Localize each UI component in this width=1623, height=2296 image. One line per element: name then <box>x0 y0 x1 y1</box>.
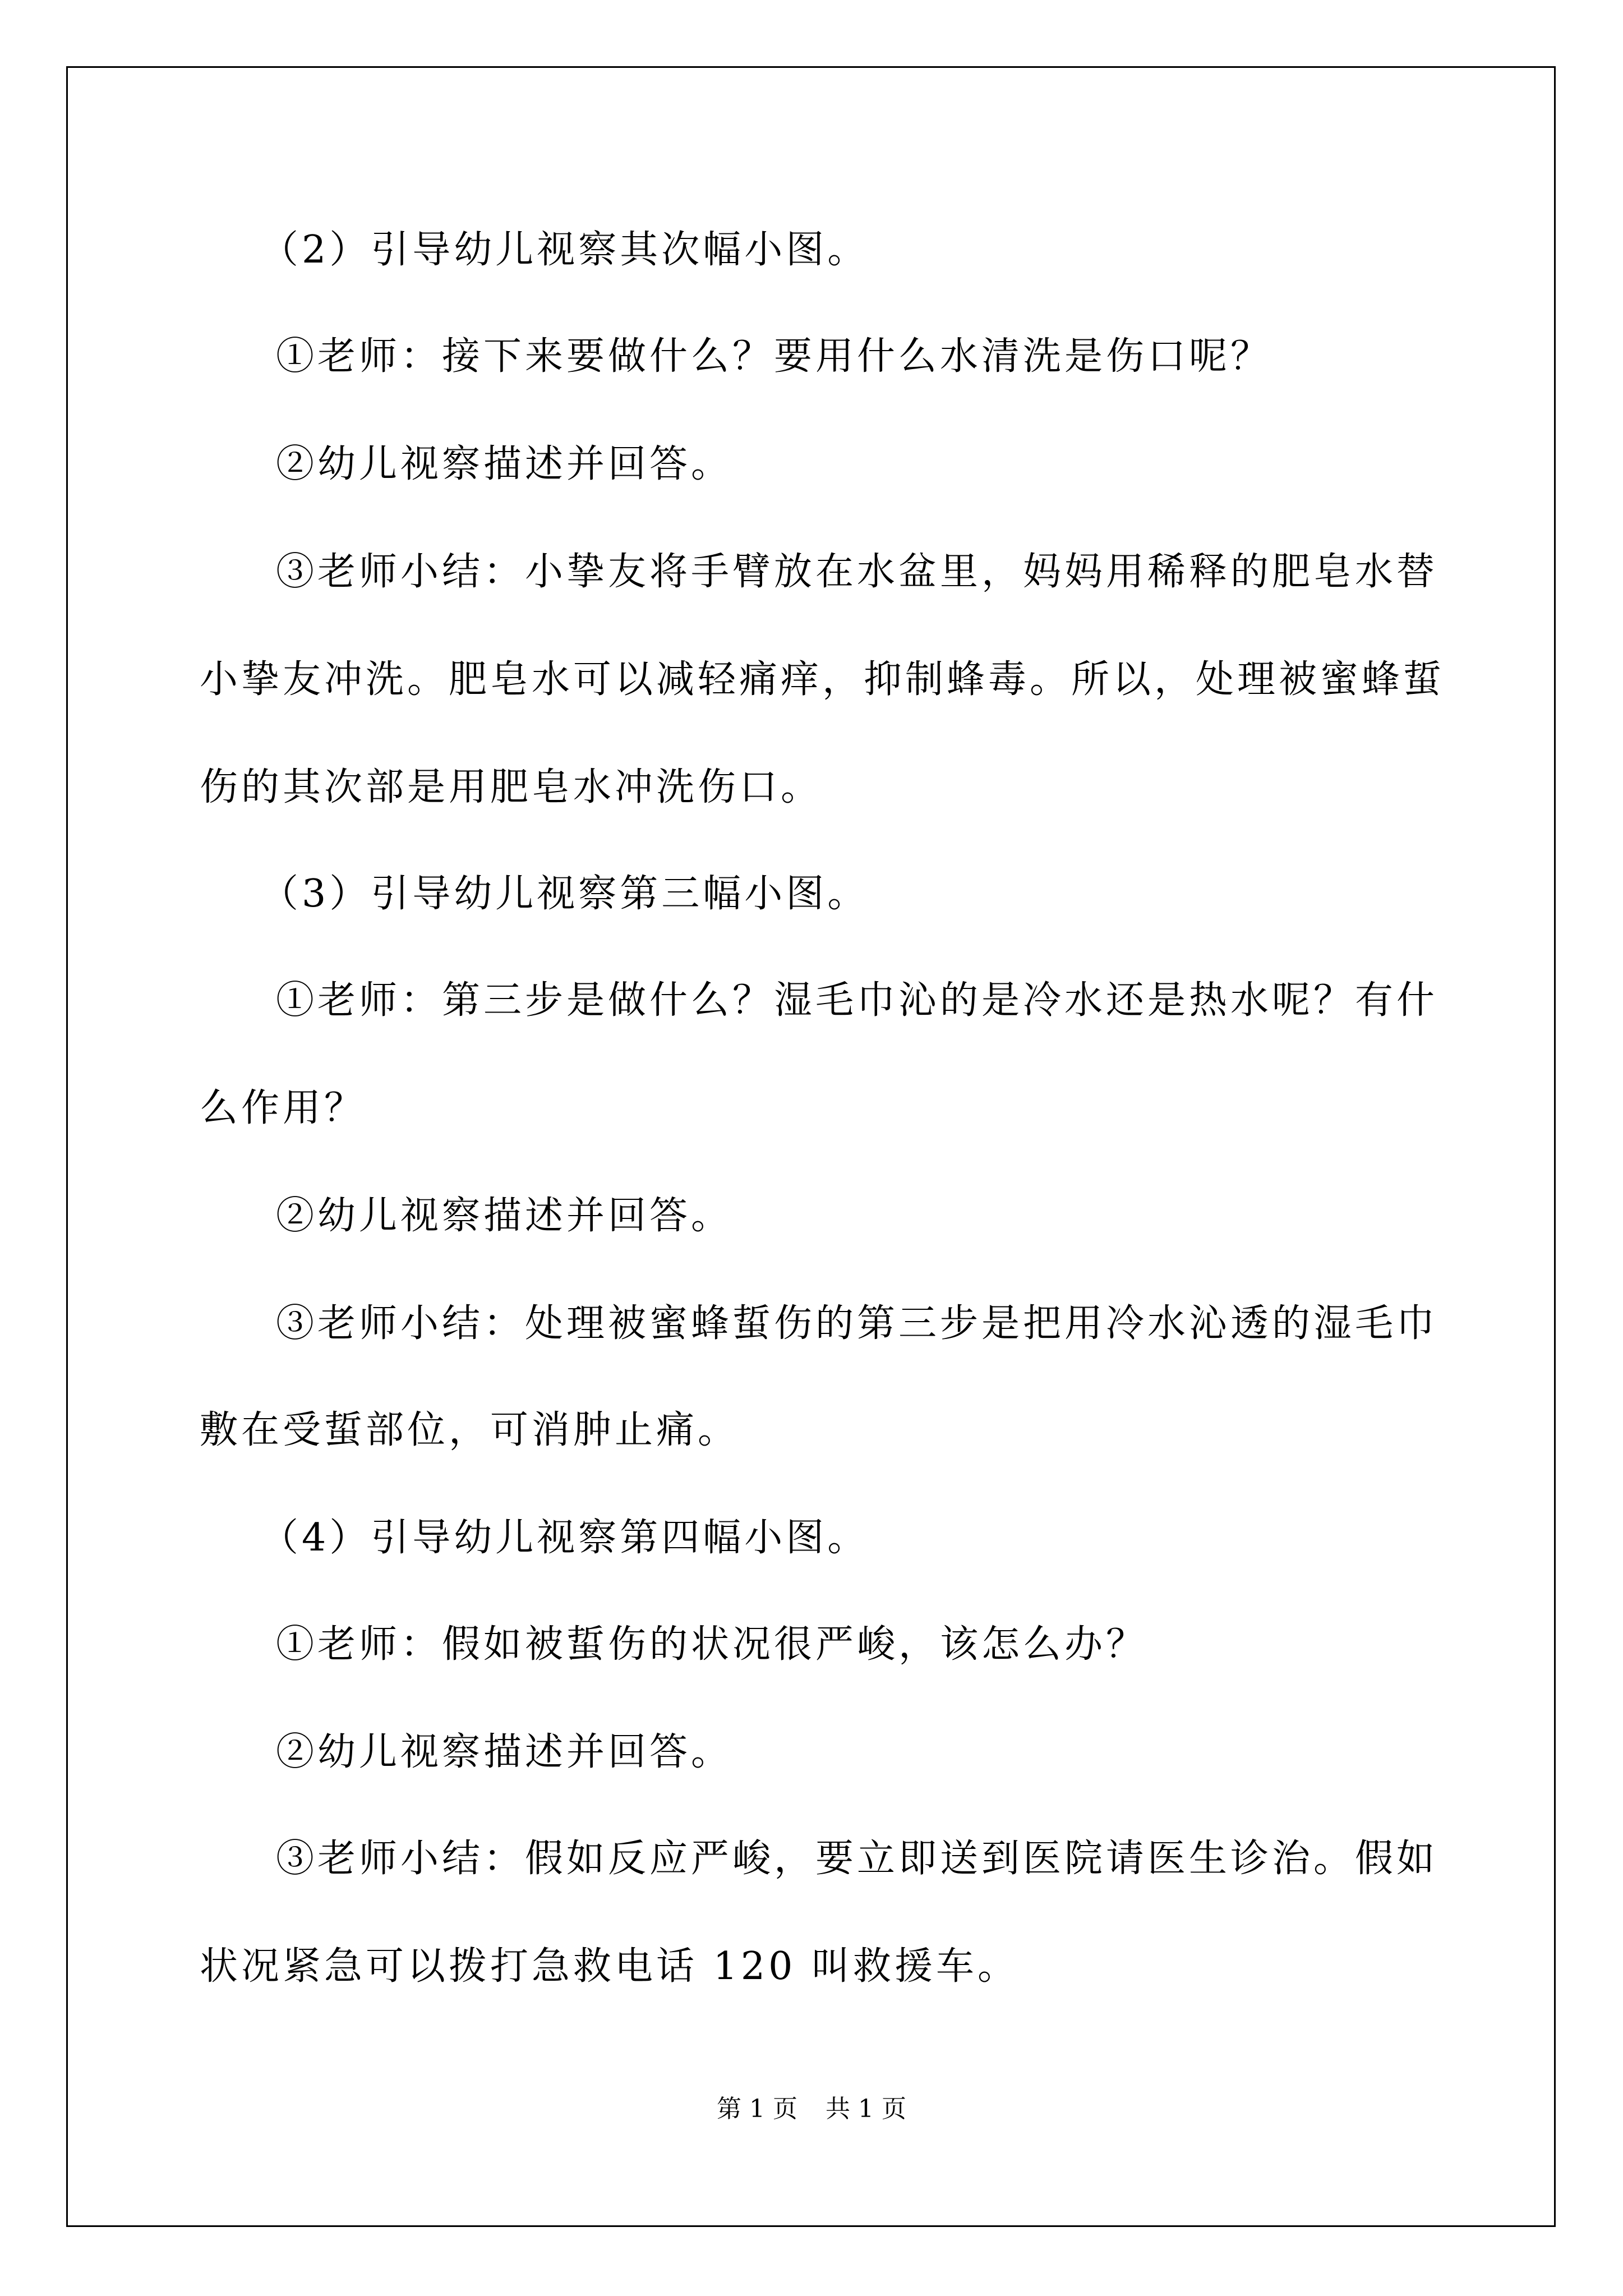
page-number-total: 共 1 页 <box>826 2095 906 2123</box>
paragraph-line: （2）引导幼儿视察其次幅小图。 <box>260 228 869 272</box>
paragraph-line: ③老师小结：假如反应严峻，要立即送到医院请医生诊治。假如 <box>276 1837 1438 1881</box>
page-border <box>66 66 1556 2227</box>
page-footer <box>0 2092 1623 2126</box>
paragraph-line: ②幼儿视察描述并回答。 <box>276 1194 733 1238</box>
paragraph-line: ①老师：接下来要做什么？要用什么水清洗是伤口呢？ <box>276 334 1272 379</box>
paragraph-line: ③老师小结：小挚友将手臂放在水盆里，妈妈用稀释的肥皂水替 <box>276 550 1438 594</box>
paragraph-line: ①老师：假如被蜇伤的状况很严峻，该怎么办？ <box>276 1622 1148 1667</box>
paragraph-line: （4）引导幼儿视察第四幅小图。 <box>260 1516 869 1560</box>
paragraph-line: （3）引导幼儿视察第三幅小图。 <box>260 872 869 916</box>
paragraph-line: ②幼儿视察描述并回答。 <box>276 1730 733 1774</box>
paragraph-line: 伤的其次部是用肥皂水冲洗伤口。 <box>200 765 823 809</box>
paragraph-line: 敷在受蜇部位，可消肿止痛。 <box>200 1408 740 1452</box>
paragraph-line: ①老师：第三步是做什么？湿毛巾沁的是冷水还是热水呢？有什 <box>276 978 1438 1023</box>
paragraph-line: 么作用？ <box>200 1086 366 1130</box>
page-number-current: 第 1 页 <box>717 2095 797 2123</box>
paragraph-line: ②幼儿视察描述并回答。 <box>276 442 733 486</box>
paragraph-line: 状况紧急可以拨打急救电话 120 叫救援车。 <box>200 1944 1020 1989</box>
paragraph-line: 小挚友冲洗。肥皂水可以减轻痛痒，抑制蜂毒。所以，处理被蜜蜂蜇 <box>200 657 1445 702</box>
paragraph-line: ③老师小结：处理被蜜蜂蜇伤的第三步是把用冷水沁透的湿毛巾 <box>276 1301 1438 1346</box>
